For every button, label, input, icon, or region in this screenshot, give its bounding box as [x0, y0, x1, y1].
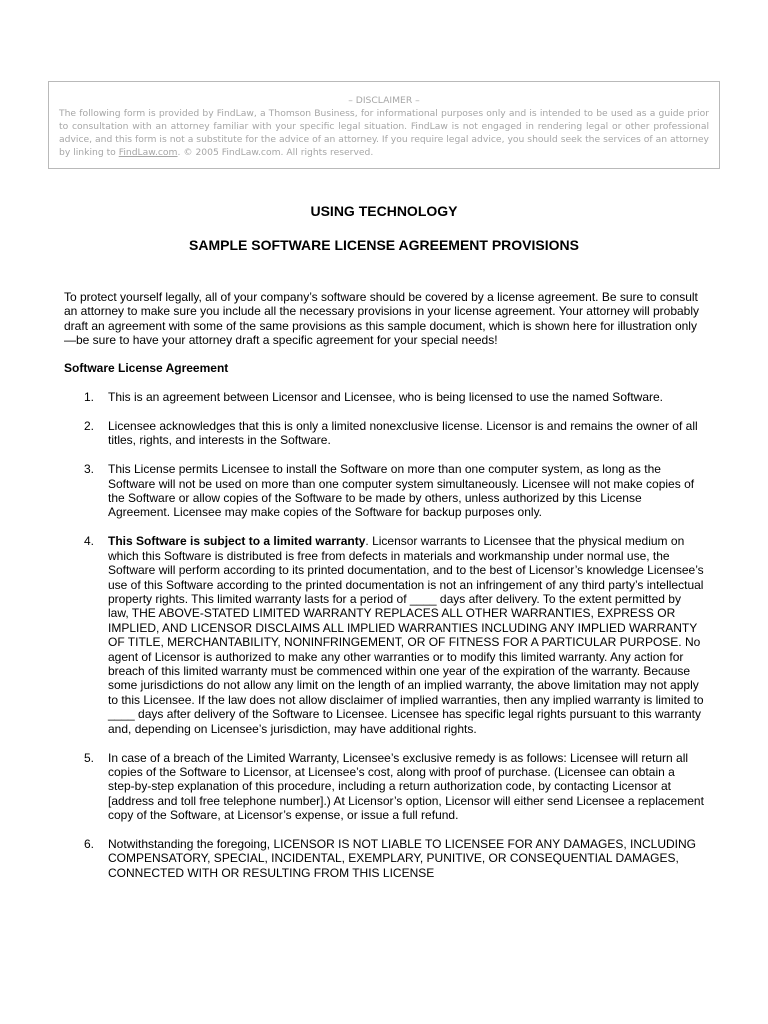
disclaimer-text: [59, 107, 709, 159]
section-heading: Software License Agreement: [64, 361, 229, 375]
disclaimer-text-before-link: The following form is provided by FindLaw, a Thomson Business, for informational purposes only and is intended to be used as a guide prior to consultation with an attorney familiar with your specific legal situation. FindLaw is not engaged in rendering legal or other professional advice, and this form is not a substitute for the advice of an attorney. If you require legal advice, you should seek the services of an attorney by linking to: [59, 108, 709, 158]
item-text: . Licensor warrants to Licensee that the physical medium on which this Software is distributed is free from defects in materials and workmanship under normal use, the Software will perform according to its printed documentation, and to the best of Licensor’s knowledge Licensee’s use of this Software according to the printed documentation is not an infringement of any third party’s intellectual property rights. This limited warranty lasts for a period of ____ days after delivery. To the extent permitted by law, THE ABOVE-STATED LIMITED WARRANTY REPLACES ALL OTHER WARRANTIES, EXPRESS OR IMPLIED, AND LICENSOR DISCLAIMS ALL IMPLIED WARRANTIES INCLUDING ANY IMPLIED WARRANTY OF TITLE, MERCHANTABILITY, NONINFRINGEMENT, OR OF FITNESS FOR A PARTICULAR PURPOSE. No agent of Licensor is authorized to make any other warranties or to modify this limited warranty. Any action for breach of this limited warranty must be commenced within one year of the expiration of the warranty. Because some jurisdictions do not allow any limit on the length of an implied warranty, the above limitation may not apply to this Licensee. If the law does not allow disclaimer of implied warranties, then any implied warranty is limited to ____ days after delivery of the Software to Licensee. Licensee has specific legal rights pursuant to this warranty and, depending on Licensee’s jurisdiction, may have additional rights.: [108, 534, 704, 736]
list-item: [64, 751, 704, 823]
intro-paragraph: To protect yourself legally, all of your company’s software should be covered by a license agreement. Be sure to consult an attorney to make sure you include all the necessary provisions in your license agreement. Your attorney will probably draft an agreement with some of the same provisions as this sample document, which is shown here for illustration only—be sure to have your attorney draft a specific agreement for your special needs!: [64, 290, 700, 348]
disclaimer-heading: – DISCLAIMER –: [348, 95, 420, 106]
item-bold-lead: This Software is subject to a limited warranty: [108, 534, 366, 549]
document-title: USING TECHNOLOGY: [310, 203, 458, 219]
item-text: Licensee acknowledges that this is only a limited nonexclusive license. Licensor is and remains the owner of all titles, rights, and interests in the Software.: [108, 418, 698, 448]
item-number: 2.: [84, 418, 95, 433]
item-text: In case of a breach of the Limited Warranty, Licensee’s exclusive remedy is as follows: Licensee will return all copies of the Software to Licensor, at Licensee’s cost, along with proof of purchase. (Licensee can obtain a step-by-step explanation of this procedure, including a return authorization code, by contacting Licensor at [address and toll free telephone number].) At Licensor’s option, Licensor will either send Licensee a replacement copy of the Software, at Licensor’s expense, or issue a full refund.: [108, 750, 704, 823]
item-text: This License permits Licensee to install the Software on more than one computer system, as long as the Software will not be used on more than one computer system simultaneously. Licensee will not make copies of the Software or allow copies of the Software to be made by others, unless authorized by this License Agreement. Licensee may make copies of the Software for backup purposes only.: [108, 462, 695, 520]
disclaimer-box: [48, 81, 720, 169]
list-item: [64, 837, 704, 880]
disclaimer-text-after-link: . © 2005 FindLaw.com. All rights reserved.: [177, 147, 374, 158]
item-number: 1.: [84, 390, 95, 404]
item-number: 4.: [84, 534, 95, 549]
item-text: Notwithstanding the foregoing, LICENSOR IS NOT LIABLE TO LICENSEE FOR ANY DAMAGES, INCLUDING COMPENSATORY, SPECIAL, INCIDENTAL, EXEMPLARY, PUNITIVE, OR CONSEQUENTIAL DAMAGES, CONNECTED WITH OR RESULTING FROM THIS LICENSE: [108, 837, 696, 880]
item-text: This is an agreement between Licensor and Licensee, who is being licensed to use the named Software.: [108, 390, 663, 404]
document-subtitle: SAMPLE SOFTWARE LICENSE AGREEMENT PROVISIONS: [189, 237, 579, 253]
list-item: [64, 534, 704, 736]
item-number: 5.: [84, 750, 95, 765]
list-item: [64, 462, 704, 520]
list-item: [64, 390, 704, 404]
item-number: 6.: [84, 837, 95, 852]
list-item: [64, 419, 704, 448]
provision-list: [64, 390, 704, 895]
item-number: 3.: [84, 462, 95, 477]
findlaw-link[interactable]: FindLaw.com: [118, 147, 178, 158]
